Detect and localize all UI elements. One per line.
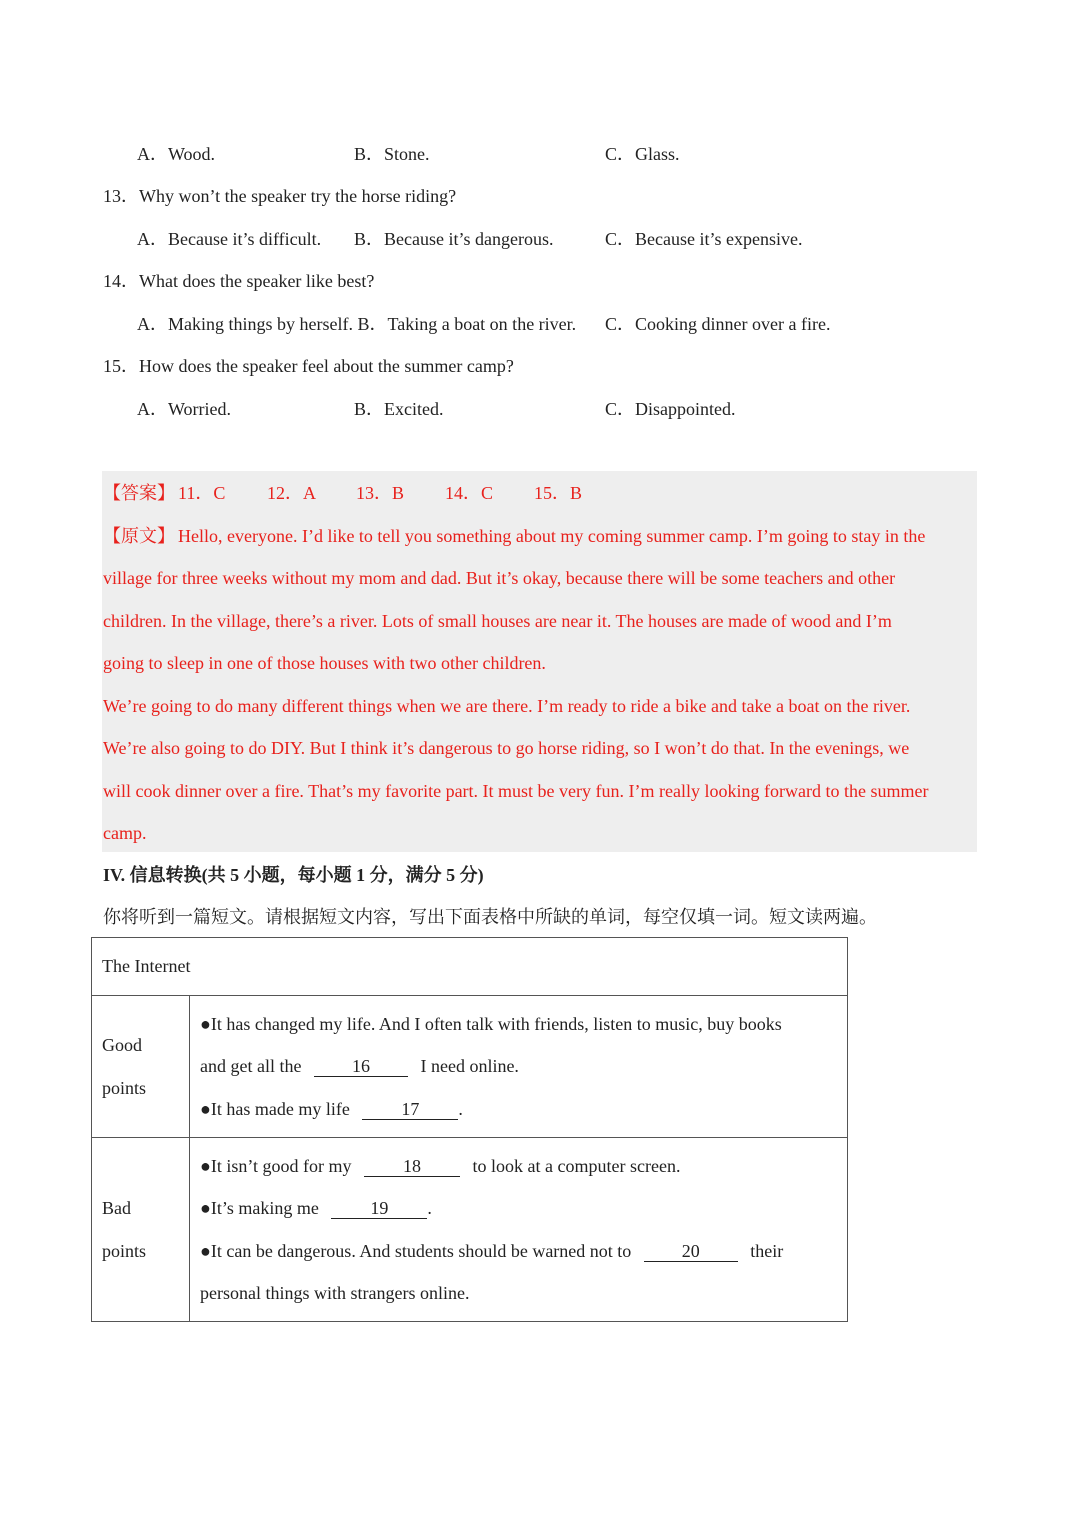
section-heading: IV. 信息转换(共 5 小题，每小题 1 分，满分 5 分) bbox=[103, 865, 484, 885]
q15-stem: 15．How does the speaker feel about the summer camp? bbox=[103, 356, 514, 376]
good-point-text: . bbox=[458, 1098, 463, 1119]
transcript-line: We’re also going to do DIY. But I think it’s dangerous to go horse riding, so I won’t do that. In the evenings, we bbox=[103, 738, 910, 758]
bad-point-line bbox=[190, 1187, 847, 1230]
q12-option-a: A．Wood. bbox=[137, 144, 216, 164]
answer-item: 13．B bbox=[356, 483, 405, 503]
q13-stem: 13．Why won’t the speaker try the horse riding? bbox=[103, 186, 457, 206]
answer-item: 11．C bbox=[178, 483, 226, 503]
internet-table bbox=[91, 937, 848, 1322]
section-instruction: 你将听到一篇短文。请根据短文内容，写出下面表格中所缺的单词，每空仅填一词。短文读两遍。 bbox=[103, 907, 877, 927]
good-point-text: and get all the bbox=[200, 1056, 302, 1077]
blank-20[interactable]: 20 bbox=[644, 1241, 738, 1262]
good-points-label-cell bbox=[92, 996, 190, 1138]
bad-point-line: personal things with strangers online. bbox=[200, 1283, 470, 1303]
blank-19[interactable]: 19 bbox=[331, 1198, 427, 1219]
bad-point-text: ●It can be dangerous. And students should be warned not to bbox=[200, 1240, 632, 1261]
blank-18[interactable]: 18 bbox=[364, 1156, 460, 1177]
q15-option-c: C．Disappointed. bbox=[605, 399, 736, 419]
answer-item: 15．B bbox=[534, 483, 583, 503]
good-point-text: ●It has made my life bbox=[200, 1098, 350, 1119]
bad-label-line: points bbox=[102, 1240, 147, 1261]
table-title-cell bbox=[92, 938, 848, 996]
q12-option-c: C．Glass. bbox=[605, 144, 680, 164]
blank-17[interactable]: 17 bbox=[362, 1099, 458, 1120]
good-label-line: points bbox=[102, 1077, 147, 1098]
q14-option-ab: A．Making things by herself. B．Taking a boat on the river. bbox=[137, 314, 577, 334]
transcript-line: We’re going to do many different things when we are there. I’m ready to ride a bike and take a boat on the river. bbox=[103, 696, 911, 716]
transcript-line: camp. bbox=[103, 823, 147, 843]
answer-item: 14．C bbox=[445, 483, 494, 503]
bad-point-text: ●It isn’t good for my bbox=[200, 1155, 352, 1176]
q15-option-a: A．Worried. bbox=[137, 399, 232, 419]
good-points-content-cell bbox=[190, 996, 848, 1138]
bad-point-text: ●It’s making me bbox=[200, 1198, 319, 1218]
bad-point-line bbox=[190, 1145, 847, 1188]
good-point-line bbox=[190, 1088, 847, 1131]
transcript-line: will cook dinner over a fire. That’s my favorite part. It must be very fun. I’m really looking forward to the summer bbox=[103, 781, 929, 801]
transcript-line: village for three weeks without my mom and dad. But it’s okay, because there will be some teachers and other bbox=[103, 568, 896, 588]
q13-option-a: A．Because it’s difficult. bbox=[137, 229, 322, 249]
q13-option-b: B．Because it’s dangerous. bbox=[354, 229, 554, 249]
bad-point-text: their bbox=[750, 1240, 784, 1261]
q12-option-b: B．Stone. bbox=[354, 144, 430, 164]
answer-item: 12．A bbox=[267, 483, 316, 503]
transcript-line: Hello, everyone. I’d like to tell you something about my coming summer camp. I’m going to stay in the bbox=[178, 526, 926, 546]
bad-points-label-cell bbox=[92, 1138, 190, 1322]
bad-label-line: Bad bbox=[102, 1198, 131, 1218]
table-title: The Internet bbox=[102, 956, 191, 977]
bad-point-text: . bbox=[427, 1198, 432, 1218]
good-point-line: ●It has changed my life. And I often talk with friends, listen to music, buy books bbox=[200, 1013, 782, 1034]
bad-points-content-cell bbox=[190, 1138, 848, 1322]
q14-option-c: C．Cooking dinner over a fire. bbox=[605, 314, 831, 334]
blank-16[interactable]: 16 bbox=[314, 1056, 408, 1077]
bad-point-line bbox=[190, 1230, 847, 1273]
good-label-line: Good bbox=[102, 1035, 142, 1055]
good-point-line bbox=[190, 1045, 847, 1088]
q13-option-c: C．Because it’s expensive. bbox=[605, 229, 803, 249]
answer-label: 【答案】 bbox=[103, 483, 175, 503]
q15-option-b: B．Excited. bbox=[354, 399, 444, 419]
transcript-label: 【原文】 bbox=[103, 526, 175, 546]
good-point-text: I need online. bbox=[420, 1056, 519, 1077]
q14-stem: 14．What does the speaker like best? bbox=[103, 271, 375, 291]
transcript-line: children. In the village, there’s a river. Lots of small houses are near it. The houses are made of wood and I’m bbox=[103, 611, 892, 631]
bad-point-text: to look at a computer screen. bbox=[472, 1155, 681, 1176]
transcript-line: going to sleep in one of those houses with two other children. bbox=[103, 653, 546, 673]
